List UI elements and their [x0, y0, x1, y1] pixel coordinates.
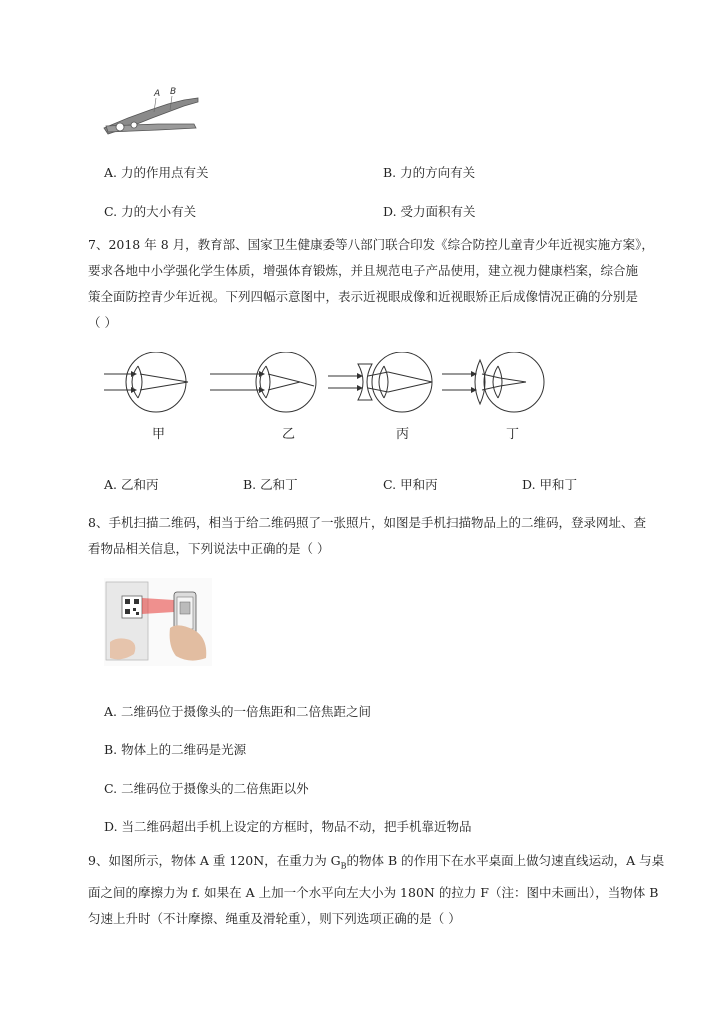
q9-stem-line-3: 匀速上升时（不计摩擦、绳重及滑轮重），则下列选项正确的是（ ）: [88, 910, 461, 926]
q9-stem: [88, 848, 664, 932]
q8-stem: [88, 510, 646, 562]
eye-diagram-yi: [210, 352, 316, 442]
diagram-label-jia: 甲: [152, 427, 166, 442]
q9-line1-part-b: 的物体 B 的作用下在水平桌面上做匀速直线运动，A 与桌: [346, 853, 665, 868]
eye-diagram-jia: [104, 352, 188, 442]
q9-line1-subscript: B: [340, 861, 347, 871]
q8-stem-line: 8、手机扫描二维码，相当于给二维码照了一张照片，如图是手机扫描物品上的二维码，登录网址、查: [88, 515, 646, 530]
point-a-label: A: [154, 89, 161, 99]
eye-diagrams: [96, 352, 556, 448]
pliers-figure: [98, 84, 202, 140]
q9-stem-line-2: 面之间的摩擦力为 f. 如果在 A 上加一个水平向左大小为 180N 的拉力 F（注：图中未画出），当物体 B: [88, 884, 659, 900]
eye-diagram-bing: [328, 352, 432, 442]
eye-diagram-ding: [442, 352, 544, 442]
diagram-label-bing: 丙: [396, 427, 410, 442]
q7-stem-line: 7、2018 年 8 月，教育部、国家卫生健康委等八部门联合印发《综合防控儿童青少年近视实施方案》，: [88, 237, 654, 252]
q7-stem: [88, 232, 654, 336]
q7-stem-line: 要求各地中小学强化学生体质，增强体育锻炼，并且规范电子产品使用，建立视力健康档案，综合施: [88, 263, 639, 278]
q9-stem-line-1: [88, 848, 664, 880]
q6-option-d: D. 受力面积有关: [383, 204, 476, 219]
diagram-label-ding: 丁: [506, 427, 520, 442]
q8-option-d: D. 当二维码超出手机上设定的方框时，物品不动，把手机靠近物品: [104, 819, 472, 834]
q7-option-a: A. 乙和丙: [104, 477, 159, 492]
q7-stem-line: （ ）: [88, 315, 117, 330]
point-b-label: B: [170, 87, 177, 97]
qr-scan-photo: [104, 578, 212, 666]
q8-option-b: B. 物体上的二维码是光源: [104, 742, 247, 757]
q6-option-c: C. 力的大小有关: [104, 204, 197, 219]
q7-stem-line: 策全面防控青少年近视。下列四幅示意图中，表示近视眼成像和近视眼矫正后成像情况正确的分别是: [88, 289, 639, 304]
q6-option-b: B. 力的方向有关: [383, 165, 476, 180]
q7-option-d: D. 甲和丁: [522, 477, 578, 492]
q9-line1-part-a: 9、如图所示，物体 A 重 120N，在重力为 G: [88, 853, 341, 868]
q8-option-a: A. 二维码位于摄像头的一倍焦距和二倍焦距之间: [104, 704, 371, 719]
q8-option-c: C. 二维码位于摄像头的二倍焦距以外: [104, 781, 309, 796]
diagram-label-yi: 乙: [282, 427, 296, 442]
q8-stem-line: 看物品相关信息，下列说法中正确的是（ ）: [88, 541, 330, 556]
q7-option-b: B. 乙和丁: [243, 477, 298, 492]
q7-option-c: C. 甲和丙: [383, 477, 438, 492]
q6-option-a: A. 力的作用点有关: [104, 165, 209, 180]
